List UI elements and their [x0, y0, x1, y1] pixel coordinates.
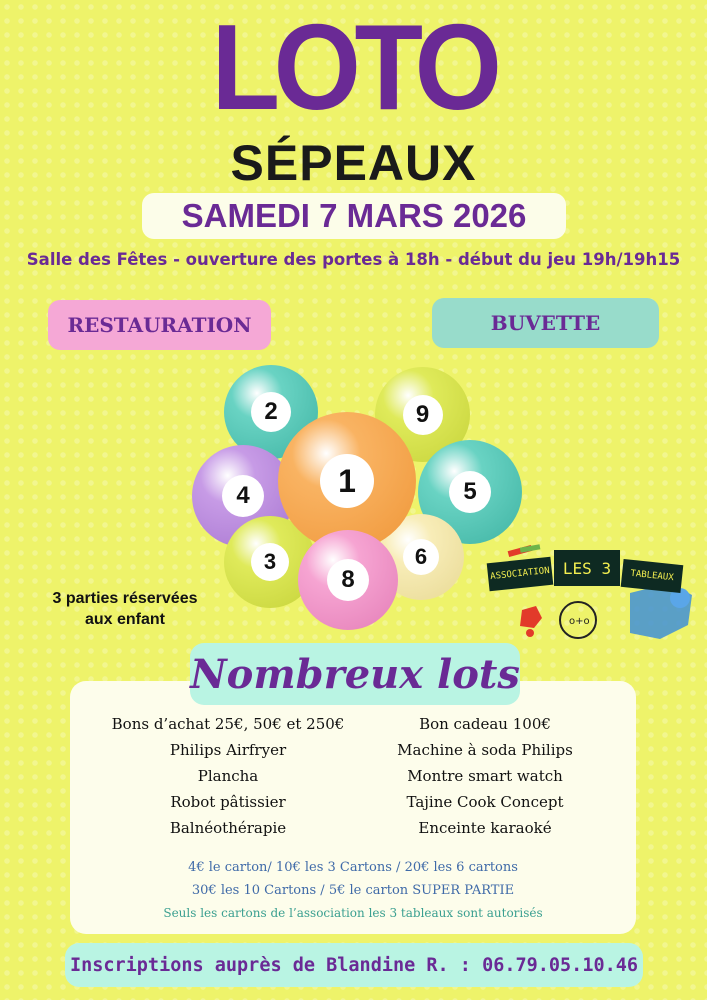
assoc-board-middle: LES 3	[554, 550, 620, 586]
registration-contact	[65, 943, 643, 987]
buvette-label: BUVETTE	[490, 311, 601, 335]
prize-item: Enceinte karaoké	[418, 819, 552, 837]
prize-item: Montre smart watch	[407, 767, 563, 785]
assoc-board-right: TABLEAUX	[621, 559, 684, 593]
ball-number: 1	[320, 454, 374, 508]
town-name: SÉPEAUX	[230, 135, 477, 191]
prize-item: Balnéothérapie	[169, 819, 287, 837]
ball-number: 5	[449, 471, 491, 513]
assoc-board-left: ASSOCIATION	[487, 557, 554, 592]
ball-number: 2	[251, 392, 291, 432]
prize-item: Bon cadeau 100€	[419, 715, 551, 733]
prize-item: Plancha	[197, 767, 259, 785]
registration-contact-text: Inscriptions auprès de Blandine R. : 06.79.05.10.46	[69, 954, 639, 976]
poster-title: LOTO	[211, 0, 496, 135]
date-text: SAMEDI 7 MARS 2026	[181, 197, 527, 234]
pricing-line-1: 4€ le carton/ 10€ les 3 Cartons / 20€ les 6 cartons	[188, 860, 518, 875]
buvette-badge	[432, 298, 659, 348]
prize-item: Machine à soda Philips	[397, 741, 573, 759]
prize-item: Bons d’achat 25€, 50€ et 250€	[111, 715, 345, 733]
prize-item: Tajine Cook Concept	[406, 793, 564, 811]
prize-item: Philips Airfryer	[169, 741, 287, 759]
ball-number: 9	[403, 395, 443, 435]
pricing-line-2: 30€ les 10 Cartons / 5€ le carton SUPER PARTIE	[191, 883, 515, 898]
date-banner	[142, 193, 566, 239]
association-logo	[480, 538, 700, 658]
restauration-badge	[48, 300, 271, 350]
prizes-heading-text: Nombreux lots	[190, 650, 520, 698]
prizes-heading	[190, 643, 520, 705]
ball-number: 3	[251, 543, 289, 581]
venue-info: Salle des Fêtes - ouverture des portes à 18h - début du jeu 19h/19h15	[26, 250, 681, 269]
bingo-ball-8	[298, 530, 398, 630]
prizes-left-column	[98, 711, 358, 841]
kids-note-line1: 3 parties réservées	[52, 590, 198, 607]
svg-text:o+o: o+o	[569, 616, 590, 627]
kids-note-line2: aux enfant	[84, 611, 165, 628]
restauration-label: RESTAURATION	[67, 313, 252, 337]
ball-number: 4	[222, 475, 264, 517]
ball-number: 6	[403, 539, 439, 575]
ball-number: 8	[327, 559, 369, 601]
prize-item: Robot pâtissier	[170, 793, 286, 811]
kids-games-note	[20, 588, 230, 630]
prizes-right-column	[355, 711, 615, 841]
pricing-note: Seuls les cartons de l’association les 3 tableaux sont autorisés	[163, 906, 543, 920]
